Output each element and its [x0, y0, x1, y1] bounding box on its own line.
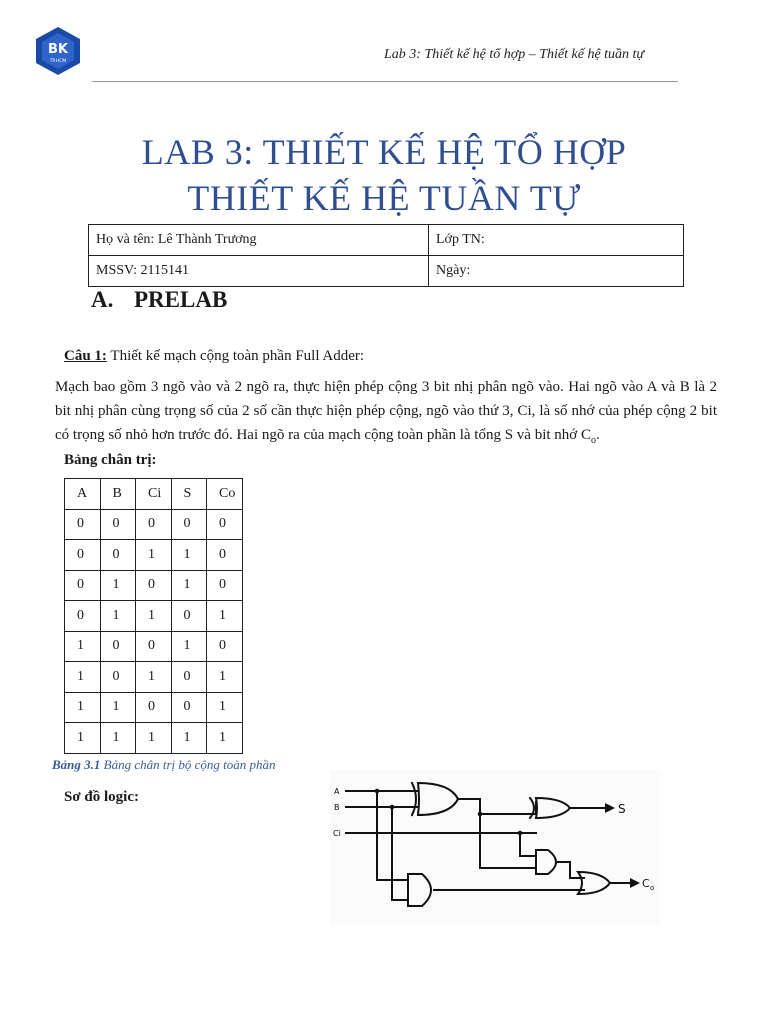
table-caption [52, 757, 276, 773]
question-heading [64, 348, 364, 365]
table-cell: 1 [136, 601, 172, 632]
table-cell: 0 [100, 509, 136, 540]
table-cell: 0 [207, 570, 243, 601]
table-header-cell: B [100, 479, 136, 510]
document-title-line2: THIẾT KẾ HỆ TUẦN TỰ [187, 178, 581, 218]
table-header-cell: Co [207, 479, 243, 510]
table-row [65, 662, 243, 693]
section-number: A. [91, 287, 114, 312]
table-row [89, 256, 684, 287]
table-cell: 1 [65, 692, 101, 723]
table-cell: 1 [100, 692, 136, 723]
student-info-table [88, 224, 684, 287]
table-cell: 1 [171, 631, 207, 662]
output-c-label: C [642, 877, 650, 890]
table-row [65, 692, 243, 723]
table-cell: 0 [65, 540, 101, 571]
table-cell: 0 [136, 631, 172, 662]
table-cell: 0 [136, 570, 172, 601]
table-cell: 1 [171, 540, 207, 571]
table-cell: 0 [136, 509, 172, 540]
table-cell: 1 [100, 570, 136, 601]
section-title: PRELAB [134, 287, 228, 312]
and1-gate [536, 850, 556, 874]
table-cell: 1 [207, 723, 243, 754]
table-cell: 1 [207, 601, 243, 632]
table-row [65, 509, 243, 540]
table-header-row [65, 479, 243, 510]
university-logo [34, 26, 82, 76]
table-cell: 0 [100, 540, 136, 571]
logo-subtext: TP.HCM [49, 59, 67, 64]
sum-arrow-icon [605, 803, 615, 813]
output-c-subscript: o [650, 884, 655, 892]
paragraph-end: . [596, 427, 600, 443]
and2-gate [408, 874, 431, 906]
table-cell: 1 [65, 662, 101, 693]
table-cell: 0 [207, 540, 243, 571]
truth-table-label: Bảng chân trị: [64, 452, 157, 468]
table-cell: 1 [65, 723, 101, 754]
table-cell: 1 [136, 540, 172, 571]
table-cell: 1 [65, 631, 101, 662]
table-cell: 1 [136, 723, 172, 754]
header-divider [92, 81, 678, 82]
xor2-gate [536, 798, 570, 818]
table-cell: 0 [171, 662, 207, 693]
table-row [65, 601, 243, 632]
table-row [65, 540, 243, 571]
table-cell: 0 [65, 601, 101, 632]
table-row [65, 723, 243, 754]
student-id-cell: MSSV: 2115141 [89, 256, 429, 287]
table-cell: 0 [207, 509, 243, 540]
section-heading [91, 287, 227, 313]
question-label: Câu 1: [64, 348, 107, 364]
logo-text: BK [48, 42, 68, 57]
document-title-line1: LAB 3: THIẾT KẾ HỆ TỔ HỢP [141, 132, 627, 172]
truth-table [64, 478, 243, 754]
table-cell: 1 [136, 662, 172, 693]
table-header-cell: A [65, 479, 101, 510]
paragraph-text: Mạch bao gồm 3 ngõ vào và 2 ngõ ra, thực hiện phép cộng 3 bit nhị phân ngõ vào. Hai ngõ vào A và B là 2 bit nhị phân cùng trọng số của 2 số cần thực hiện phép cộng, ngõ vào thứ 3, Ci, là số nhớ của phép cộng 2 bit có trọng số nhỏ hơn trước đó. Hai ngõ ra của mạch cộng toàn phần là tổng S và bit nhớ C [55, 379, 717, 443]
question-text: Thiết kế mạch cộng toàn phần Full Adder: [106, 348, 365, 364]
table-cell: 0 [100, 631, 136, 662]
table-header-cell: S [171, 479, 207, 510]
caption-number: Bảng 3.1 [52, 757, 101, 772]
table-cell: 1 [207, 692, 243, 723]
table-row [65, 631, 243, 662]
table-cell: 1 [171, 570, 207, 601]
description-paragraph [55, 375, 717, 453]
student-name-cell: Họ và tên: Lê Thành Trương [89, 225, 429, 256]
input-a-label: A [334, 787, 340, 796]
table-cell: 1 [100, 723, 136, 754]
running-header: Lab 3: Thiết kế hệ tổ hợp – Thiết kế hệ tuần tự [384, 47, 645, 62]
table-cell: 0 [171, 692, 207, 723]
carry-arrow-icon [630, 878, 640, 888]
caption-text: Bảng chân trị bộ cộng toàn phần [100, 757, 276, 772]
input-b-label: B [334, 803, 340, 812]
table-cell: 0 [171, 509, 207, 540]
xor1-back-arc [412, 783, 416, 815]
xor1-gate [418, 783, 458, 815]
table-cell: 0 [136, 692, 172, 723]
table-header-cell: Ci [136, 479, 172, 510]
table-cell: 1 [171, 723, 207, 754]
table-cell: 0 [207, 631, 243, 662]
table-row [89, 225, 684, 256]
table-cell: 0 [100, 662, 136, 693]
input-ci-label: Ci [333, 829, 341, 838]
table-cell: 1 [100, 601, 136, 632]
carry-subscript: o [591, 435, 596, 446]
logic-diagram-label: Sơ đồ logic: [64, 789, 139, 805]
class-cell: Lớp TN: [429, 225, 684, 256]
output-s-label: S [618, 802, 626, 816]
table-cell: 0 [65, 509, 101, 540]
full-adder-logic-diagram [330, 770, 660, 925]
table-row [65, 570, 243, 601]
date-cell: Ngày: [429, 256, 684, 287]
table-cell: 0 [65, 570, 101, 601]
table-cell: 1 [207, 662, 243, 693]
table-cell: 0 [171, 601, 207, 632]
